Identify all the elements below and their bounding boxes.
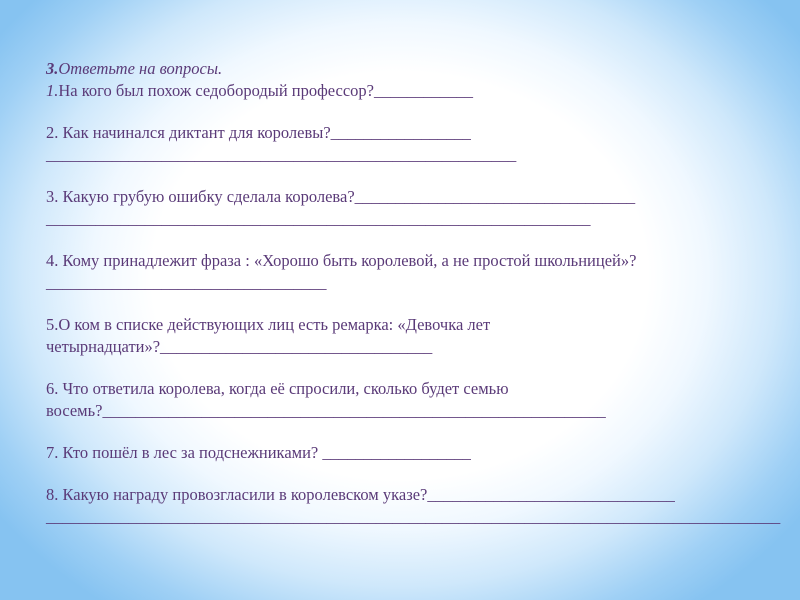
question-6-text: 6. Что ответила королева, когда её спросили, сколько будет семью	[46, 379, 509, 398]
question-8-text: 8. Какую награду провозгласили в королевском указе?______________________________	[46, 485, 675, 504]
question-6-text-continued: восемь?_____________________________________________________________	[46, 401, 606, 420]
spacer	[46, 464, 786, 484]
header-text: Ответьте на вопросы.	[58, 59, 223, 78]
question-5-text: 5.О ком в списке действующих лиц есть ремарка: «Девочка лет	[46, 315, 491, 334]
question-7-text: 7. Кто пошёл в лес за подснежниками? __________________	[46, 443, 471, 462]
worksheet-header	[46, 58, 786, 80]
question-3-text: 3. Какую грубую ошибку сделала королева?__________________________________	[46, 187, 636, 206]
question-1-text: На кого был похож седобородый профессор?____________	[58, 81, 474, 100]
question-5-text-continued: четырнадцати»?_________________________________	[46, 337, 433, 356]
question-4-text: 4. Кому принадлежит фраза : «Хорошо быть королевой, а не простой школьницей»?	[46, 251, 637, 270]
question-4-answer-line: __________________________________	[46, 273, 327, 292]
question-1-number: 1.	[46, 81, 59, 100]
spacer	[46, 358, 786, 378]
spacer	[46, 230, 786, 250]
spacer	[46, 166, 786, 186]
question-1	[46, 80, 786, 102]
spacer	[46, 294, 786, 314]
question-3-answer-line: __________________________________________________________________	[46, 209, 591, 228]
worksheet	[46, 58, 786, 528]
spacer	[46, 422, 786, 442]
question-2-answer-line: _________________________________________________________	[46, 145, 517, 164]
header-number: 3.	[46, 59, 59, 78]
question-2-text: 2. Как начинался диктант для королевы?_________________	[46, 123, 471, 142]
question-8-answer-line: _________________________________________________________________________________________	[46, 507, 781, 526]
spacer	[46, 102, 786, 122]
